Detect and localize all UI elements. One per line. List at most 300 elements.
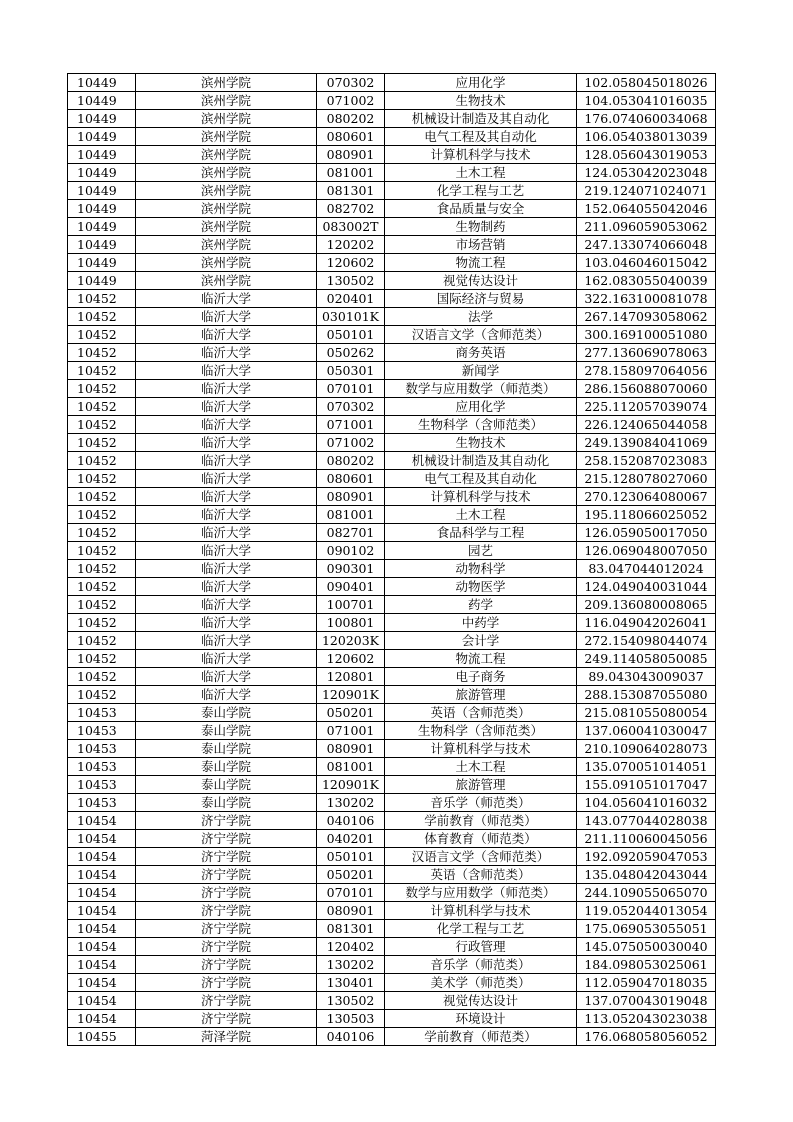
major-name-cell: 汉语言文学（含师范类）	[385, 848, 577, 866]
major-code-cell: 120402	[317, 938, 385, 956]
major-code-cell: 130202	[317, 794, 385, 812]
score-cell: 277.136069078063	[577, 344, 716, 362]
table-row	[68, 992, 716, 1010]
score-cell: 322.163100081078	[577, 290, 716, 308]
major-code-cell: 130401	[317, 974, 385, 992]
score-cell: 116.049042026041	[577, 614, 716, 632]
table-row	[68, 704, 716, 722]
major-name-cell: 动物医学	[385, 578, 577, 596]
score-cell: 124.053042023048	[577, 164, 716, 182]
score-cell: 219.124071024071	[577, 182, 716, 200]
school-code-cell: 10454	[68, 1010, 136, 1028]
school-code-cell: 10452	[68, 290, 136, 308]
major-name-cell: 生物科学（含师范类）	[385, 416, 577, 434]
major-code-cell: 120203K	[317, 632, 385, 650]
major-code-cell: 071002	[317, 434, 385, 452]
major-code-cell: 090301	[317, 560, 385, 578]
table-row	[68, 110, 716, 128]
school-code-cell: 10449	[68, 218, 136, 236]
school-name-cell: 济宁学院	[136, 866, 317, 884]
major-name-cell: 计算机科学与技术	[385, 146, 577, 164]
school-name-cell: 济宁学院	[136, 1010, 317, 1028]
school-code-cell: 10452	[68, 524, 136, 542]
table-row	[68, 164, 716, 182]
school-code-cell: 10455	[68, 1028, 136, 1046]
score-cell: 210.109064028073	[577, 740, 716, 758]
major-name-cell: 食品科学与工程	[385, 524, 577, 542]
major-name-cell: 生物科学（含师范类）	[385, 722, 577, 740]
major-name-cell: 应用化学	[385, 74, 577, 92]
school-code-cell: 10452	[68, 614, 136, 632]
school-name-cell: 临沂大学	[136, 524, 317, 542]
school-name-cell: 泰山学院	[136, 740, 317, 758]
major-code-cell: 080901	[317, 488, 385, 506]
score-cell: 176.068058056052	[577, 1028, 716, 1046]
school-code-cell: 10452	[68, 344, 136, 362]
school-name-cell: 济宁学院	[136, 902, 317, 920]
table-row	[68, 200, 716, 218]
major-name-cell: 动物科学	[385, 560, 577, 578]
table-row	[68, 956, 716, 974]
score-cell: 215.128078027060	[577, 470, 716, 488]
table-row	[68, 272, 716, 290]
table-row	[68, 560, 716, 578]
table-row	[68, 650, 716, 668]
table-row	[68, 668, 716, 686]
school-code-cell: 10452	[68, 434, 136, 452]
school-name-cell: 济宁学院	[136, 812, 317, 830]
major-code-cell: 070302	[317, 398, 385, 416]
table-row	[68, 974, 716, 992]
major-name-cell: 计算机科学与技术	[385, 902, 577, 920]
major-code-cell: 081301	[317, 182, 385, 200]
major-code-cell: 080601	[317, 128, 385, 146]
table-row	[68, 218, 716, 236]
score-cell: 137.070043019048	[577, 992, 716, 1010]
score-cell: 258.152087023083	[577, 452, 716, 470]
table-row	[68, 434, 716, 452]
school-name-cell: 泰山学院	[136, 794, 317, 812]
score-cell: 272.154098044074	[577, 632, 716, 650]
school-code-cell: 10453	[68, 794, 136, 812]
school-code-cell: 10449	[68, 182, 136, 200]
score-cell: 152.064055042046	[577, 200, 716, 218]
school-code-cell: 10452	[68, 596, 136, 614]
major-code-cell: 081001	[317, 164, 385, 182]
major-code-cell: 050201	[317, 866, 385, 884]
major-code-cell: 080202	[317, 110, 385, 128]
school-name-cell: 滨州学院	[136, 74, 317, 92]
score-cell: 270.123064080067	[577, 488, 716, 506]
table-row	[68, 578, 716, 596]
major-code-cell: 120602	[317, 254, 385, 272]
school-name-cell: 临沂大学	[136, 416, 317, 434]
score-cell: 215.081055080054	[577, 704, 716, 722]
school-code-cell: 10454	[68, 812, 136, 830]
school-code-cell: 10454	[68, 938, 136, 956]
table-row	[68, 326, 716, 344]
major-code-cell: 130502	[317, 272, 385, 290]
score-cell: 104.056041016032	[577, 794, 716, 812]
school-code-cell: 10452	[68, 542, 136, 560]
school-code-cell: 10454	[68, 830, 136, 848]
major-name-cell: 计算机科学与技术	[385, 488, 577, 506]
score-cell: 211.096059053062	[577, 218, 716, 236]
table-row	[68, 92, 716, 110]
score-cell: 89.043043009037	[577, 668, 716, 686]
score-cell: 192.092059047053	[577, 848, 716, 866]
major-name-cell: 电气工程及其自动化	[385, 470, 577, 488]
score-cell: 211.110060045056	[577, 830, 716, 848]
table-row	[68, 938, 716, 956]
major-name-cell: 数学与应用数学（师范类）	[385, 380, 577, 398]
major-code-cell: 090401	[317, 578, 385, 596]
school-code-cell: 10449	[68, 272, 136, 290]
table-row	[68, 632, 716, 650]
major-code-cell: 100701	[317, 596, 385, 614]
school-code-cell: 10453	[68, 722, 136, 740]
score-cell: 126.059050017050	[577, 524, 716, 542]
school-code-cell: 10449	[68, 146, 136, 164]
major-code-cell: 100801	[317, 614, 385, 632]
major-name-cell: 行政管理	[385, 938, 577, 956]
table-row	[68, 920, 716, 938]
school-name-cell: 济宁学院	[136, 884, 317, 902]
school-code-cell: 10449	[68, 200, 136, 218]
major-code-cell: 050201	[317, 704, 385, 722]
major-code-cell: 020401	[317, 290, 385, 308]
school-code-cell: 10452	[68, 308, 136, 326]
school-code-cell: 10452	[68, 470, 136, 488]
major-code-cell: 080601	[317, 470, 385, 488]
table-row	[68, 686, 716, 704]
major-name-cell: 音乐学（师范类）	[385, 956, 577, 974]
major-code-cell: 070302	[317, 74, 385, 92]
school-name-cell: 临沂大学	[136, 290, 317, 308]
school-code-cell: 10453	[68, 758, 136, 776]
school-code-cell: 10452	[68, 362, 136, 380]
major-name-cell: 音乐学（师范类）	[385, 794, 577, 812]
major-name-cell: 会计学	[385, 632, 577, 650]
major-code-cell: 080901	[317, 146, 385, 164]
school-name-cell: 临沂大学	[136, 398, 317, 416]
major-name-cell: 新闻学	[385, 362, 577, 380]
table-row	[68, 506, 716, 524]
major-name-cell: 商务英语	[385, 344, 577, 362]
school-name-cell: 临沂大学	[136, 614, 317, 632]
school-code-cell: 10449	[68, 74, 136, 92]
table-row	[68, 776, 716, 794]
school-name-cell: 滨州学院	[136, 236, 317, 254]
school-name-cell: 临沂大学	[136, 452, 317, 470]
school-code-cell: 10452	[68, 452, 136, 470]
score-cell: 119.052044013054	[577, 902, 716, 920]
school-name-cell: 临沂大学	[136, 596, 317, 614]
major-name-cell: 学前教育（师范类）	[385, 812, 577, 830]
table-row	[68, 884, 716, 902]
score-cell: 175.069053055051	[577, 920, 716, 938]
score-cell: 286.156088070060	[577, 380, 716, 398]
table-row	[68, 416, 716, 434]
score-cell: 195.118066025052	[577, 506, 716, 524]
school-name-cell: 滨州学院	[136, 200, 317, 218]
major-code-cell: 090102	[317, 542, 385, 560]
major-code-cell: 120801	[317, 668, 385, 686]
major-name-cell: 土木工程	[385, 164, 577, 182]
school-code-cell: 10452	[68, 578, 136, 596]
major-name-cell: 化学工程与工艺	[385, 182, 577, 200]
table-row	[68, 362, 716, 380]
school-name-cell: 泰山学院	[136, 758, 317, 776]
major-code-cell: 080901	[317, 740, 385, 758]
school-name-cell: 临沂大学	[136, 542, 317, 560]
major-name-cell: 学前教育（师范类）	[385, 1028, 577, 1046]
school-name-cell: 菏泽学院	[136, 1028, 317, 1046]
score-cell: 155.091051017047	[577, 776, 716, 794]
table-row	[68, 236, 716, 254]
school-name-cell: 临沂大学	[136, 362, 317, 380]
table-row	[68, 902, 716, 920]
school-name-cell: 济宁学院	[136, 992, 317, 1010]
major-code-cell: 082701	[317, 524, 385, 542]
school-name-cell: 临沂大学	[136, 686, 317, 704]
major-name-cell: 国际经济与贸易	[385, 290, 577, 308]
major-name-cell: 计算机科学与技术	[385, 740, 577, 758]
school-name-cell: 滨州学院	[136, 146, 317, 164]
school-name-cell: 临沂大学	[136, 308, 317, 326]
major-name-cell: 药学	[385, 596, 577, 614]
school-name-cell: 滨州学院	[136, 110, 317, 128]
major-code-cell: 081301	[317, 920, 385, 938]
school-name-cell: 临沂大学	[136, 506, 317, 524]
score-cell: 135.070051014051	[577, 758, 716, 776]
major-name-cell: 化学工程与工艺	[385, 920, 577, 938]
major-code-cell: 040106	[317, 1028, 385, 1046]
school-code-cell: 10454	[68, 848, 136, 866]
major-code-cell: 050301	[317, 362, 385, 380]
school-name-cell: 泰山学院	[136, 776, 317, 794]
table-row	[68, 74, 716, 92]
major-code-cell: 050101	[317, 848, 385, 866]
score-cell: 143.077044028038	[577, 812, 716, 830]
table-row	[68, 182, 716, 200]
table-body	[68, 74, 716, 1046]
school-code-cell: 10449	[68, 92, 136, 110]
major-name-cell: 旅游管理	[385, 776, 577, 794]
school-code-cell: 10452	[68, 416, 136, 434]
school-name-cell: 临沂大学	[136, 470, 317, 488]
major-name-cell: 电子商务	[385, 668, 577, 686]
major-name-cell: 英语（含师范类）	[385, 866, 577, 884]
major-name-cell: 园艺	[385, 542, 577, 560]
school-code-cell: 10449	[68, 110, 136, 128]
school-name-cell: 泰山学院	[136, 722, 317, 740]
school-name-cell: 临沂大学	[136, 326, 317, 344]
score-cell: 137.060041030047	[577, 722, 716, 740]
table-row	[68, 488, 716, 506]
major-name-cell: 生物技术	[385, 92, 577, 110]
table-row	[68, 1010, 716, 1028]
school-name-cell: 济宁学院	[136, 848, 317, 866]
school-name-cell: 济宁学院	[136, 920, 317, 938]
table-row	[68, 596, 716, 614]
major-name-cell: 环境设计	[385, 1010, 577, 1028]
major-code-cell: 050262	[317, 344, 385, 362]
table-row	[68, 812, 716, 830]
table-row	[68, 740, 716, 758]
school-name-cell: 泰山学院	[136, 704, 317, 722]
major-code-cell: 070101	[317, 380, 385, 398]
major-name-cell: 汉语言文学（含师范类）	[385, 326, 577, 344]
major-name-cell: 生物技术	[385, 434, 577, 452]
table-row	[68, 830, 716, 848]
score-cell: 278.158097064056	[577, 362, 716, 380]
major-name-cell: 市场营销	[385, 236, 577, 254]
table-row	[68, 128, 716, 146]
school-code-cell: 10452	[68, 686, 136, 704]
major-code-cell: 081001	[317, 506, 385, 524]
major-code-cell: 071002	[317, 92, 385, 110]
school-name-cell: 滨州学院	[136, 254, 317, 272]
school-code-cell: 10454	[68, 866, 136, 884]
school-code-cell: 10449	[68, 254, 136, 272]
school-code-cell: 10453	[68, 740, 136, 758]
major-code-cell: 082702	[317, 200, 385, 218]
major-name-cell: 机械设计制造及其自动化	[385, 110, 577, 128]
score-cell: 176.074060034068	[577, 110, 716, 128]
school-code-cell: 10452	[68, 650, 136, 668]
major-name-cell: 应用化学	[385, 398, 577, 416]
table-row	[68, 380, 716, 398]
school-name-cell: 济宁学院	[136, 956, 317, 974]
school-code-cell: 10449	[68, 164, 136, 182]
school-name-cell: 临沂大学	[136, 488, 317, 506]
major-code-cell: 071001	[317, 722, 385, 740]
school-code-cell: 10453	[68, 704, 136, 722]
major-code-cell: 071001	[317, 416, 385, 434]
school-code-cell: 10454	[68, 992, 136, 1010]
school-code-cell: 10454	[68, 956, 136, 974]
major-code-cell: 130202	[317, 956, 385, 974]
major-name-cell: 机械设计制造及其自动化	[385, 452, 577, 470]
table-row	[68, 758, 716, 776]
score-cell: 135.048042043044	[577, 866, 716, 884]
table-row	[68, 794, 716, 812]
major-code-cell: 050101	[317, 326, 385, 344]
major-name-cell: 中药学	[385, 614, 577, 632]
major-name-cell: 法学	[385, 308, 577, 326]
school-name-cell: 临沂大学	[136, 434, 317, 452]
school-code-cell: 10454	[68, 884, 136, 902]
major-code-cell: 120602	[317, 650, 385, 668]
school-name-cell: 滨州学院	[136, 92, 317, 110]
table-row	[68, 722, 716, 740]
major-name-cell: 土木工程	[385, 758, 577, 776]
major-name-cell: 视觉传达设计	[385, 992, 577, 1010]
school-name-cell: 临沂大学	[136, 632, 317, 650]
major-name-cell: 电气工程及其自动化	[385, 128, 577, 146]
school-name-cell: 济宁学院	[136, 938, 317, 956]
table-row	[68, 146, 716, 164]
school-code-cell: 10449	[68, 236, 136, 254]
school-name-cell: 济宁学院	[136, 974, 317, 992]
school-name-cell: 临沂大学	[136, 380, 317, 398]
school-name-cell: 临沂大学	[136, 650, 317, 668]
school-code-cell: 10452	[68, 560, 136, 578]
score-cell: 225.112057039074	[577, 398, 716, 416]
score-cell: 112.059047018035	[577, 974, 716, 992]
major-name-cell: 体育教育（师范类）	[385, 830, 577, 848]
school-name-cell: 滨州学院	[136, 272, 317, 290]
score-cell: 288.153087055080	[577, 686, 716, 704]
table-row	[68, 542, 716, 560]
major-name-cell: 物流工程	[385, 650, 577, 668]
table-row	[68, 290, 716, 308]
school-code-cell: 10449	[68, 128, 136, 146]
score-cell: 106.054038013039	[577, 128, 716, 146]
school-code-cell: 10452	[68, 398, 136, 416]
school-code-cell: 10453	[68, 776, 136, 794]
table-row	[68, 866, 716, 884]
table-row	[68, 398, 716, 416]
major-code-cell: 040201	[317, 830, 385, 848]
table-row	[68, 614, 716, 632]
score-cell: 126.069048007050	[577, 542, 716, 560]
school-name-cell: 临沂大学	[136, 578, 317, 596]
major-code-cell: 120901K	[317, 776, 385, 794]
score-cell: 145.075050030040	[577, 938, 716, 956]
score-cell: 128.056043019053	[577, 146, 716, 164]
score-cell: 124.049040031044	[577, 578, 716, 596]
school-name-cell: 临沂大学	[136, 560, 317, 578]
score-cell: 249.114058050085	[577, 650, 716, 668]
school-code-cell: 10454	[68, 920, 136, 938]
table-row	[68, 524, 716, 542]
score-cell: 247.133074066048	[577, 236, 716, 254]
major-name-cell: 旅游管理	[385, 686, 577, 704]
school-code-cell: 10452	[68, 326, 136, 344]
major-name-cell: 物流工程	[385, 254, 577, 272]
major-code-cell: 081001	[317, 758, 385, 776]
score-cell: 104.053041016035	[577, 92, 716, 110]
table-row	[68, 344, 716, 362]
score-cell: 226.124065044058	[577, 416, 716, 434]
table-row	[68, 308, 716, 326]
school-name-cell: 临沂大学	[136, 344, 317, 362]
major-name-cell: 土木工程	[385, 506, 577, 524]
score-cell: 113.052043023038	[577, 1010, 716, 1028]
school-name-cell: 临沂大学	[136, 668, 317, 686]
school-name-cell: 济宁学院	[136, 830, 317, 848]
major-code-cell: 083002T	[317, 218, 385, 236]
major-code-cell: 040106	[317, 812, 385, 830]
score-cell: 102.058045018026	[577, 74, 716, 92]
major-code-cell: 120901K	[317, 686, 385, 704]
table-row	[68, 1028, 716, 1046]
score-cell: 249.139084041069	[577, 434, 716, 452]
score-cell: 184.098053025061	[577, 956, 716, 974]
school-name-cell: 滨州学院	[136, 164, 317, 182]
score-cell: 267.147093058062	[577, 308, 716, 326]
table-row	[68, 254, 716, 272]
school-code-cell: 10452	[68, 632, 136, 650]
school-code-cell: 10454	[68, 902, 136, 920]
major-code-cell: 080901	[317, 902, 385, 920]
major-code-cell: 080202	[317, 452, 385, 470]
major-code-cell: 030101K	[317, 308, 385, 326]
table-row	[68, 848, 716, 866]
school-code-cell: 10454	[68, 974, 136, 992]
